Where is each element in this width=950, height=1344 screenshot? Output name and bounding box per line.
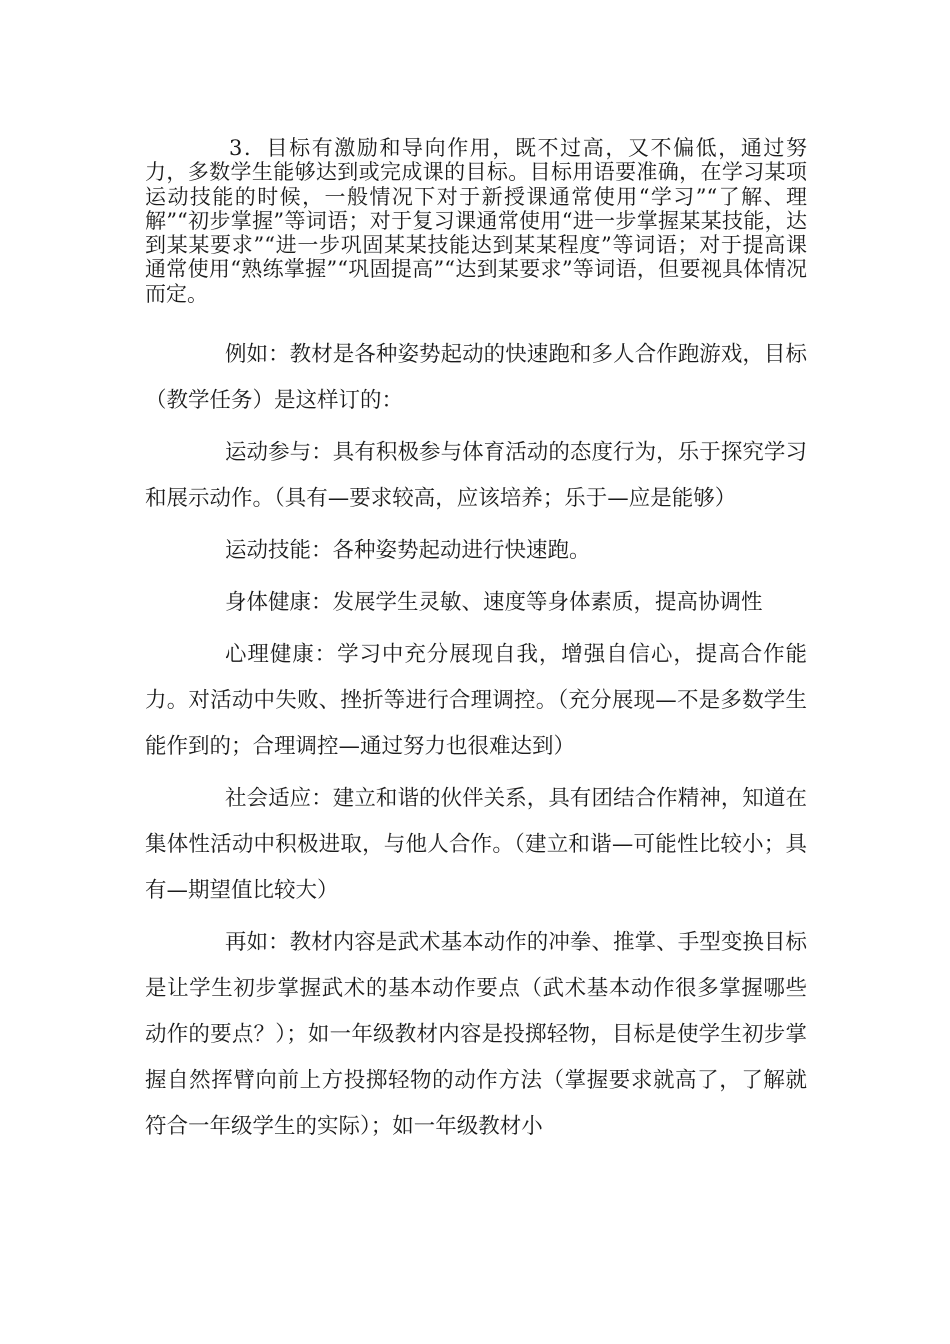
paragraph-participation: 运动参与：具有积极参与体育活动的态度行为，乐于探究学习和展示动作。（具有—要求较高，应该培养；乐于—应是能够） (145, 440, 807, 511)
paragraph-social: 社会适应：建立和谐的伙伴关系，具有团结合作精神，知道在集体性活动中积极进取，与他人合作。（建立和谐—可能性比较小；具有—期望值比较大） (145, 786, 807, 903)
paragraph-another: 再如：教材内容是武术基本动作的冲拳、推掌、手型变换目标是让学生初步掌握武术的基本动作要点（武术基本动作很多掌握哪些动作的要点？）；如一年级教材内容是投掷轻物，目标是使学生初步掌握自然挥臂向前上方投掷轻物的动作方法（掌握要求就高了，了解就符合一年级学生的实际）；如一年级教材小 (145, 930, 807, 1139)
paragraph-goal: 3．目标有激励和导向作用，既不过高，又不偏低，通过努力，多数学生能够达到或完成课的目标。目标用语要准确，在学习某项运动技能的时候，一般情况下对于新授课通常使用“学习”“了解、理解”“初步掌握”等词语；对于复习课通常使用“进一步掌握某某技能，达到某某要求”“进一步巩固某某技能达到某某程度”等词语；对于提高课通常使用“熟练掌握”“巩固提高”“达到某要求”等词语，但要视具体情况而定。 (145, 136, 807, 306)
paragraph-example: 例如：教材是各种姿势起动的快速跑和多人合作跑游戏，目标（教学任务）是这样订的： (145, 342, 807, 413)
paragraph-skill: 运动技能：各种姿势起动进行快速跑。 (225, 538, 591, 563)
serif-section (145, 136, 807, 306)
paragraph-mental: 心理健康：学习中充分展现自我，增强自信心，提高合作能力。对活动中失败、挫折等进行合理调控。（充分展现—不是多数学生能作到的；合理调控—通过努力也很难达到） (145, 642, 807, 759)
paragraph-physical: 身体健康：发展学生灵敏、速度等身体素质，提高协调性 (225, 590, 763, 615)
sans-section (145, 332, 807, 1156)
